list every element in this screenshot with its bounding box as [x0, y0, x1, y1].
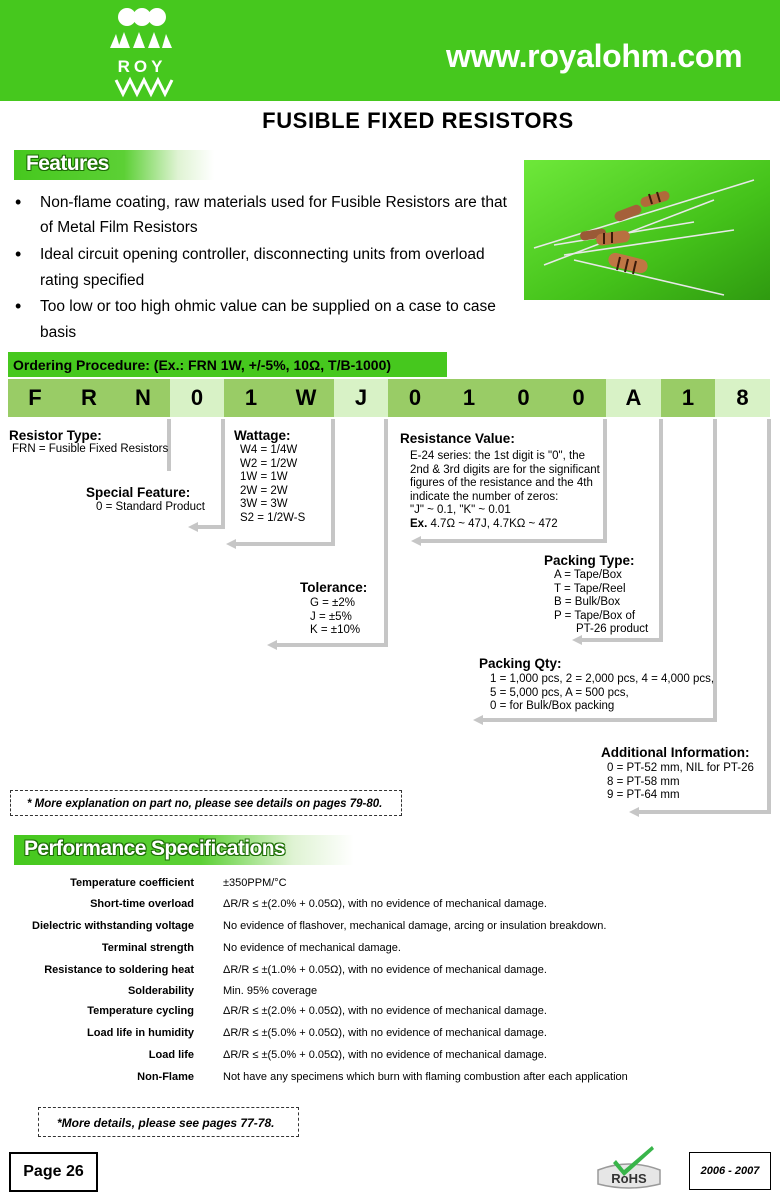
website-url[interactable]: www.royalohm.com [446, 38, 743, 74]
features-heading: Features [26, 152, 109, 175]
performance-heading: Performance Specifications [24, 837, 285, 860]
spec-key: Resistance to soldering heat [44, 964, 194, 976]
spec-key: Temperature cycling [87, 1005, 194, 1017]
tolerance-label: Tolerance: [300, 580, 368, 595]
performance-heading-bar [14, 835, 354, 865]
code-cell-1: F [8, 379, 62, 417]
code-cell-3: N [116, 379, 170, 417]
spec-value: ΔR/R ≤ ±(2.0% + 0.05Ω), with no evidence of mechanical damage. [223, 1005, 547, 1017]
spec-details-note: *More details, please see pages 77-78. [38, 1107, 299, 1137]
code-cell-6: W [278, 379, 334, 417]
additional-info-label: Additional Information: [601, 745, 750, 760]
spec-key: Terminal strength [101, 942, 194, 954]
tolerance-values: G = ±2% J = ±5% K = ±10% [310, 597, 361, 636]
additional-info-values: 0 = PT-52 mm, NIL for PT-26 8 = PT-58 mm 9 = PT-64 mm [607, 762, 754, 801]
code-cell-13: 1 [661, 379, 715, 417]
code-cell-4: 0 [170, 379, 224, 417]
spec-value: ±350PPM/°C [223, 877, 287, 889]
packing-qty-label: Packing Qty: [479, 656, 562, 671]
wattage-label: Wattage: [234, 428, 291, 443]
special-feature-value: 0 = Standard Product [96, 501, 206, 513]
page-number: Page 26 [9, 1152, 98, 1192]
spec-value: ΔR/R ≤ ±(5.0% + 0.05Ω), with no evidence of mechanical damage. [223, 1049, 547, 1061]
feature-line-3: • Ideal circuit opening controller, disconnecting units from overload [15, 244, 485, 264]
code-cell-10: 0 [496, 379, 551, 417]
spec-key: Load life in humidity [87, 1027, 194, 1039]
feature-line-1: • Non-flame coating, raw materials used for Fusible Resistors are that [15, 192, 507, 212]
svg-text:RoHS: RoHS [611, 1171, 647, 1186]
spec-key: Short-time overload [90, 898, 194, 910]
spec-value: Min. 95% coverage [223, 985, 318, 997]
code-cell-12: A [606, 379, 661, 417]
rohs-badge [594, 1140, 664, 1192]
code-cell-2: R [62, 379, 116, 417]
feature-line-6: basis [40, 324, 77, 341]
spec-key: Load life [148, 1049, 194, 1061]
ordering-heading: Ordering Procedure: (Ex.: FRN 1W, +/-5%, 10Ω, T/B-1000) [13, 357, 392, 373]
spec-value: ΔR/R ≤ ±(1.0% + 0.05Ω), with no evidence of mechanical damage. [223, 964, 547, 976]
wattage-values: W4 = 1/4W W2 = 1/2W 1W = 1W 2W = 2W 3W = 3W S2 = 1/2W-S [240, 444, 306, 524]
spec-value: No evidence of flashover, mechanical damage, arcing or insulation breakdown. [223, 920, 607, 932]
spec-key: Solderability [127, 985, 194, 997]
special-feature-label: Special Feature: [86, 485, 191, 500]
code-cell-8: 0 [388, 379, 442, 417]
spec-value: Not have any specimens which burn with flaming combustion after each application [223, 1071, 628, 1083]
year-range: 2006 - 2007 [689, 1152, 771, 1190]
code-cell-9: 1 [442, 379, 496, 417]
resistance-value-text: E-24 series: the 1st digit is "0", the 2nd & 3rd digits are for the significant figures of the resistance and the 4th indicate the number of zeros: "J" ~ 0.1, "K" ~ 0.01 Ex. 4.7Ω ~ 47J, 4.7KΩ ~ 472 [410, 450, 600, 530]
spec-key: Dielectric withstanding voltage [32, 920, 194, 932]
resistor-type-label: Resistor Type: [9, 428, 102, 443]
code-cell-11: 0 [551, 379, 606, 417]
resistance-value-label: Resistance Value: [400, 431, 515, 446]
part-number-note: * More explanation on part no, please see details on pages 79-80. [10, 790, 402, 816]
feature-line-4: rating specified [40, 272, 145, 289]
feature-line-2: of Metal Film Resistors [40, 219, 198, 236]
spec-value: ΔR/R ≤ ±(2.0% + 0.05Ω), with no evidence of mechanical damage. [223, 898, 547, 910]
resistor-photo [524, 160, 770, 300]
feature-line-5: • Too low or too high ohmic value can be supplied on a case to case [15, 296, 496, 316]
svg-text:ROY: ROY [117, 57, 167, 76]
packing-type-label: Packing Type: [544, 553, 635, 568]
packing-type-values: A = Tape/Box T = Tape/Reel B = Bulk/Box P = Tape/Box of PT-26 product [554, 569, 649, 635]
resistor-type-value: FRN = Fusible Fixed Resistors [12, 443, 169, 455]
royalohm-logo [96, 4, 188, 98]
features-heading-bar [14, 150, 214, 180]
packing-qty-values: 1 = 1,000 pcs, 2 = 2,000 pcs, 4 = 4,000 pcs, 5 = 5,000 pcs, A = 500 pcs, 0 = for Bulk/Box packing [490, 673, 715, 712]
spec-value: ΔR/R ≤ ±(5.0% + 0.05Ω), with no evidence of mechanical damage. [223, 1027, 547, 1039]
spec-key: Temperature coefficient [70, 877, 194, 889]
code-cell-14: 8 [715, 379, 770, 417]
spec-value: No evidence of mechanical damage. [223, 942, 401, 954]
spec-key: Non-Flame [137, 1071, 194, 1083]
code-cell-5: 1 [224, 379, 278, 417]
code-cell-7: J [334, 379, 388, 417]
page-title: FUSIBLE FIXED RESISTORS [262, 108, 574, 133]
